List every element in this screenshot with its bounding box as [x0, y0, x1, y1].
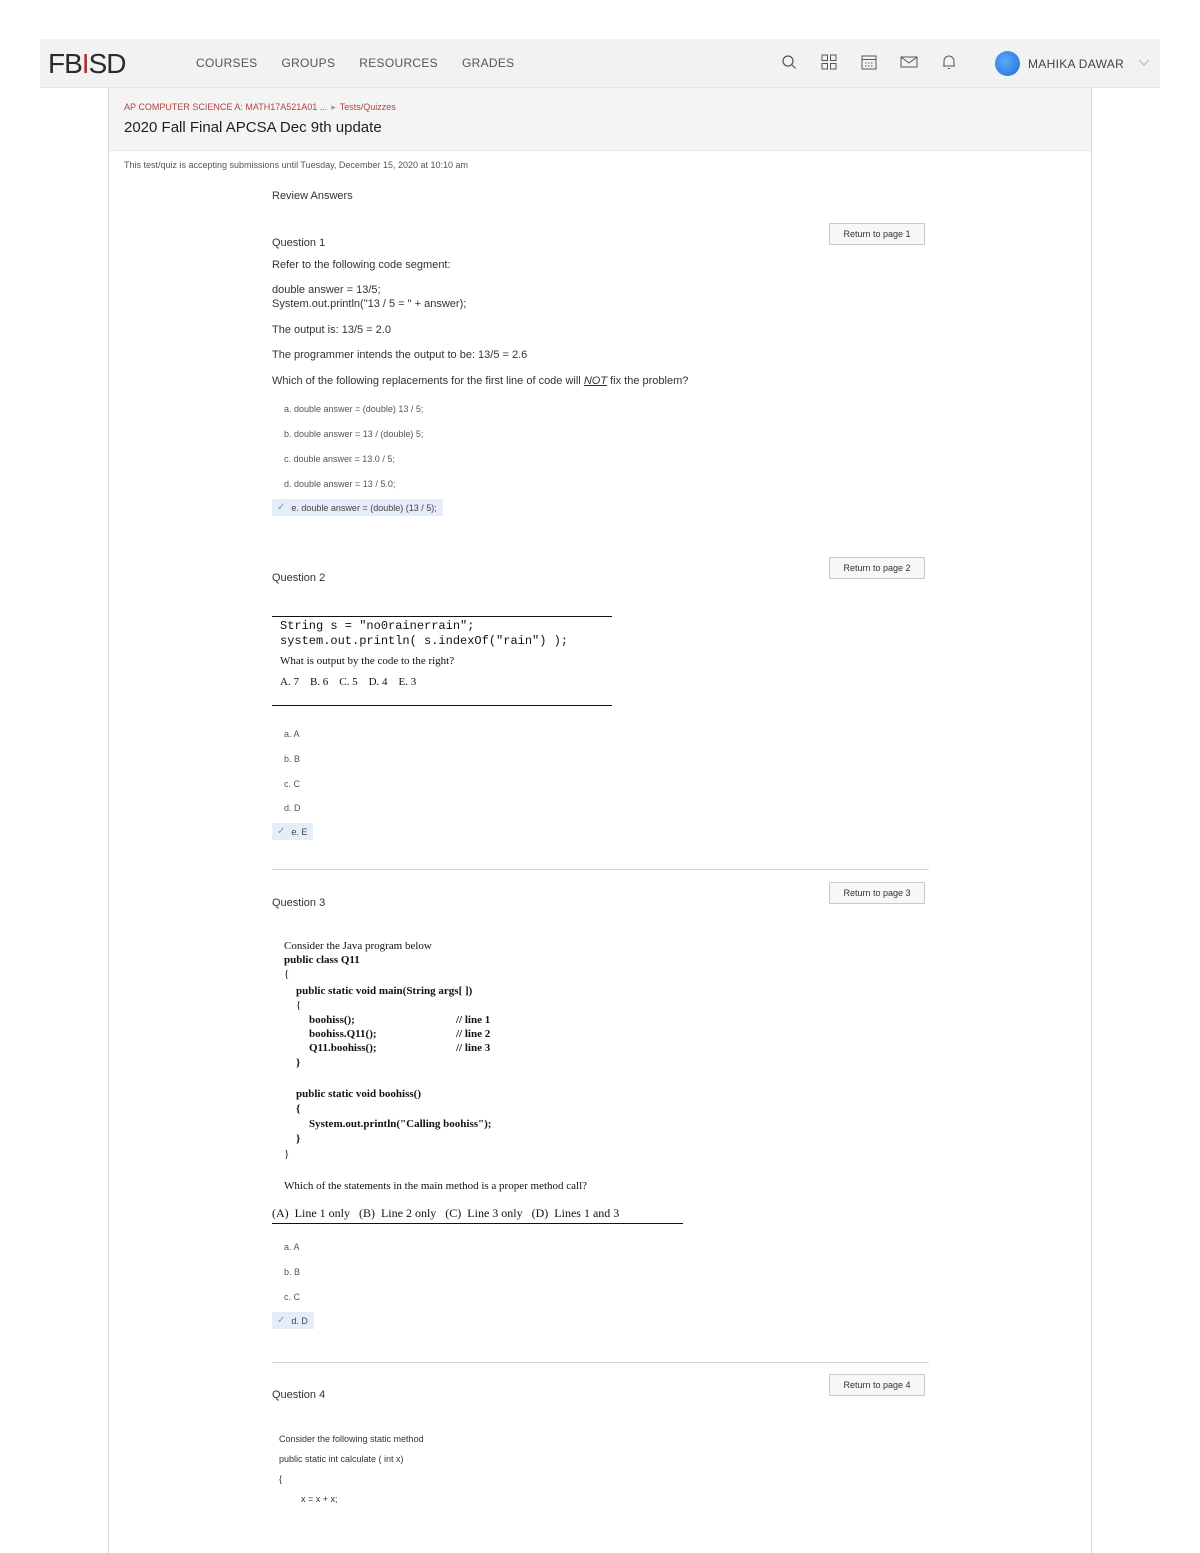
q4-line: { — [279, 1474, 283, 1484]
q2-choice-a: a. A — [284, 729, 300, 739]
nav-icons — [778, 51, 960, 73]
q3-code-line: public static void main(String args[ ]) — [296, 985, 473, 997]
q3-choice-d-selected — [272, 1312, 314, 1329]
q3-code-comment: // line 3 — [456, 1042, 491, 1054]
q3-code-line: System.out.println("Calling boohiss"); — [309, 1118, 492, 1130]
q2-code-bottom-rule — [272, 705, 612, 706]
logo-accent: I — [81, 48, 89, 79]
q3-code-line: public class Q11 — [284, 954, 360, 966]
question-divider — [272, 1362, 929, 1363]
chevron-down-icon[interactable] — [1138, 58, 1150, 70]
q2-code-top-rule — [272, 616, 612, 617]
q3-code-line: } — [284, 1148, 290, 1160]
q3-code-line: { — [284, 968, 290, 980]
search-icon[interactable] — [778, 51, 800, 73]
q2-prompt: What is output by the code to the right? — [280, 655, 455, 667]
q3-choice-b: b. B — [284, 1267, 301, 1277]
q3-options: (A) Line 1 only (B) Line 2 only (C) Line 3 only (D) Lines 1 and 3 — [272, 1206, 620, 1220]
user-name: MAHIKA DAWAR — [1028, 56, 1125, 71]
breadcrumb-course[interactable]: AP COMPUTER SCIENCE A: MATH17A521A01 ... — [124, 102, 328, 112]
question-2-title: Question 2 — [272, 572, 326, 584]
q1-line: Refer to the following code segment: — [272, 259, 451, 271]
q2-code-line-2: system.out.println( s.indexOf("rain") ); — [280, 634, 569, 648]
q1-choice-d: d. double answer = 13 / 5.0; — [284, 479, 396, 489]
q1-choice-c: c. double answer = 13.0 / 5; — [284, 454, 395, 464]
question-1-title: Question 1 — [272, 237, 326, 249]
nav-resources[interactable]: RESOURCES — [359, 56, 438, 70]
q2-code-line-1: String s = "no0rainerrain"; — [280, 619, 475, 633]
logo-text: FB — [48, 48, 82, 79]
q3-choice-c: c. C — [284, 1292, 301, 1302]
return-to-page-3-button[interactable]: Return to page 3 — [829, 882, 925, 904]
checkmark-icon: ✓ — [277, 826, 286, 837]
q4-line: x = x + x; — [301, 1494, 338, 1504]
breadcrumb-separator: ▸ — [331, 102, 336, 112]
return-to-page-2-button[interactable]: Return to page 2 — [829, 557, 925, 579]
q1-choice-e-selected — [272, 499, 443, 516]
avatar — [995, 51, 1020, 76]
q3-code-comment: // line 2 — [456, 1028, 491, 1040]
q1-choice-a: a. double answer = (double) 13 / 5; — [284, 404, 424, 414]
question-4-title: Question 4 — [272, 1389, 326, 1401]
q2-choice-d: d. D — [284, 803, 301, 813]
q1-question-start: Which of the following replacements for the first line of code will — [272, 375, 581, 387]
nav-groups[interactable]: GROUPS — [281, 56, 336, 70]
q1-choice-b: b. double answer = 13 / (double) 5; — [284, 429, 424, 439]
breadcrumb-tests[interactable]: Tests/Quizzes — [339, 102, 396, 112]
q1-line: The output is: 13/5 = 2.0 — [272, 324, 391, 336]
q3-code-line: } — [296, 1133, 301, 1145]
checkmark-icon: ✓ — [277, 1315, 286, 1326]
page-title: 2020 Fall Final APCSA Dec 9th update — [124, 119, 382, 136]
user-menu[interactable] — [995, 51, 1150, 76]
fbisd-logo[interactable] — [48, 48, 125, 80]
q3-choice-d: d. D — [291, 1315, 308, 1326]
content-frame — [108, 88, 1092, 1553]
logo-text-rest: SD — [88, 48, 126, 79]
q1-code-line: double answer = 13/5; — [272, 284, 381, 296]
q1-question-end: fix the problem? — [610, 375, 689, 387]
q3-code-line: { — [296, 999, 302, 1011]
submission-notice: This test/quiz is accepting submissions until Tuesday, December 15, 2020 at 10:10 am — [124, 160, 469, 170]
notifications-icon[interactable] — [938, 51, 960, 73]
main-nav — [196, 56, 514, 70]
nav-courses[interactable]: COURSES — [196, 56, 258, 70]
review-answers-heading: Review Answers — [272, 190, 353, 202]
q3-code-line: boohiss.Q11(); — [309, 1028, 377, 1040]
q1-code-line: System.out.println("13 / 5 = " + answer); — [272, 298, 467, 310]
q3-code-line: Q11.boohiss(); — [309, 1042, 377, 1054]
calendar-icon[interactable] — [858, 51, 880, 73]
q3-choice-a: a. A — [284, 1242, 300, 1252]
q2-choice-e-selected — [272, 823, 313, 840]
q3-code-line: boohiss(); — [309, 1014, 355, 1026]
q2-choice-e: e. E — [291, 826, 308, 837]
q1-line: The programmer intends the output to be: 13/5 = 2.6 — [272, 349, 528, 361]
inbox-icon[interactable] — [898, 51, 920, 73]
q3-code-comment: // line 1 — [456, 1014, 491, 1026]
q1-question — [272, 375, 688, 387]
apps-grid-icon[interactable] — [818, 51, 840, 73]
question-3-title: Question 3 — [272, 897, 326, 909]
q1-question-not: NOT — [583, 375, 608, 387]
q2-choice-b: b. B — [284, 754, 301, 764]
q3-code-line: { — [296, 1103, 301, 1115]
q3-code-line: } — [296, 1057, 301, 1069]
q4-line: Consider the following static method — [279, 1434, 424, 1444]
q3-prompt: Which of the statements in the main method is a proper method call? — [284, 1180, 588, 1192]
top-nav-bar — [40, 39, 1160, 88]
q2-choice-c: c. C — [284, 779, 301, 789]
q3-options-rule — [272, 1223, 683, 1224]
page-header — [109, 88, 1091, 151]
q1-choice-e: e. double answer = (double) (13 / 5); — [291, 502, 437, 513]
breadcrumb — [124, 102, 396, 113]
question-divider — [272, 869, 929, 870]
return-to-page-4-button[interactable]: Return to page 4 — [829, 1374, 925, 1396]
q3-code-line: public static void boohiss() — [296, 1088, 421, 1100]
q3-intro: Consider the Java program below — [284, 940, 432, 952]
nav-grades[interactable]: GRADES — [461, 56, 515, 70]
q4-line: public static int calculate ( int x) — [279, 1454, 404, 1464]
return-to-page-1-button[interactable]: Return to page 1 — [829, 223, 925, 245]
checkmark-icon: ✓ — [277, 502, 286, 513]
q2-options: A. 7 B. 6 C. 5 D. 4 E. 3 — [280, 676, 417, 688]
